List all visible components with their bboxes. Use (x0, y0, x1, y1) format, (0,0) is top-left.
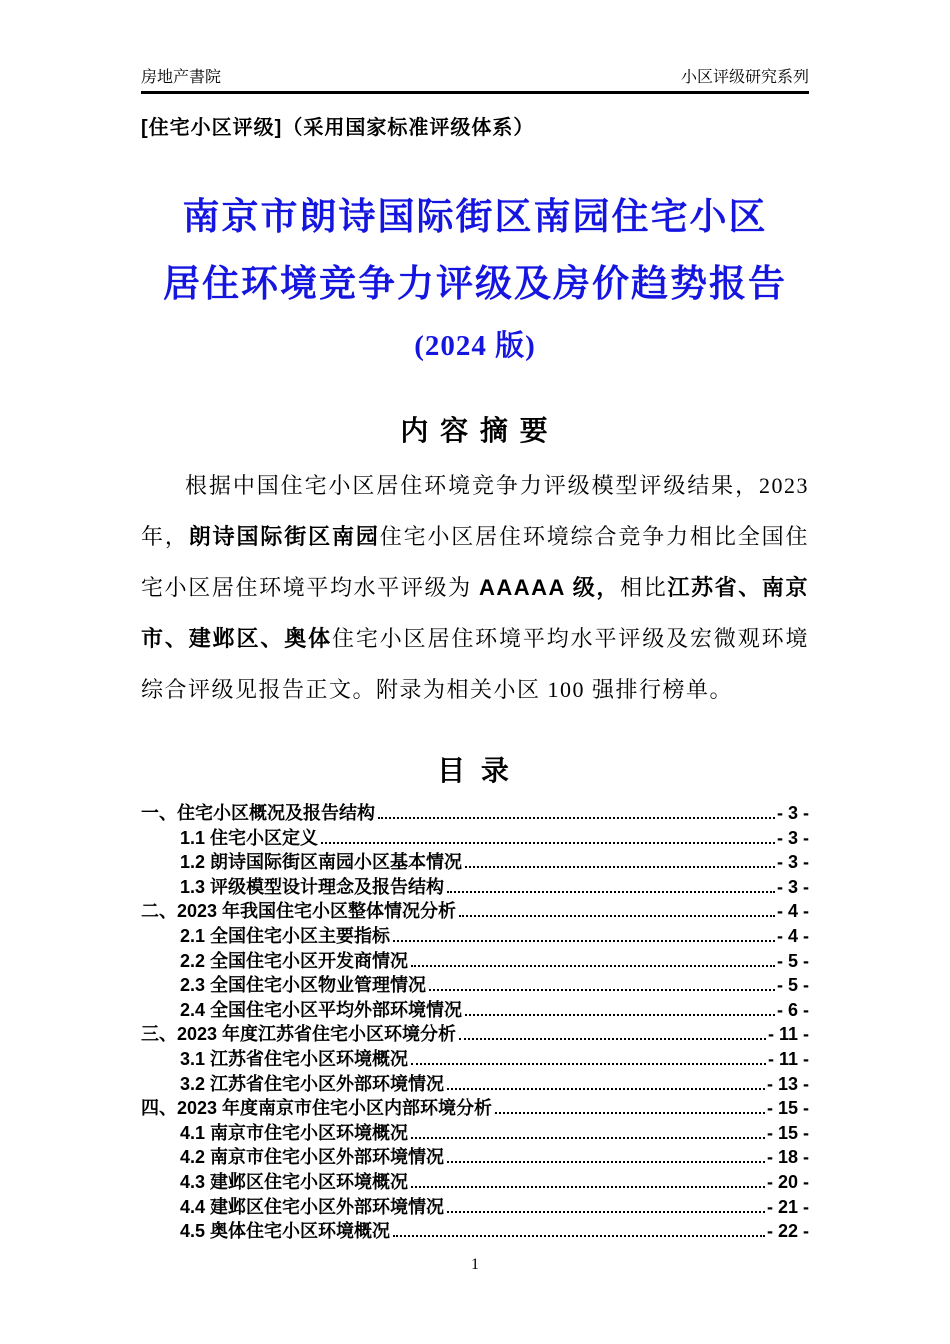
toc-entry[interactable] (141, 801, 809, 826)
toc-entry-page[interactable]: - 3 - (776, 876, 809, 897)
toc-entry-label[interactable]: 四、2023 年度南京市住宅小区内部环境分析 (141, 1098, 493, 1119)
report-title-line2: 居住环境竞争力评级及房价趋势报告 (163, 264, 787, 305)
toc-entry[interactable] (141, 949, 809, 974)
toc-entry-page[interactable]: - 22 - (766, 1221, 809, 1242)
toc-leader-dots (393, 1235, 765, 1237)
toc-leader-dots (378, 817, 775, 819)
page-header (141, 64, 809, 94)
toc-entry[interactable] (141, 924, 809, 949)
toc-entry-label[interactable]: 2.3 全国住宅小区物业管理情况 (180, 975, 427, 996)
toc-entry[interactable] (141, 899, 809, 924)
toc-entry[interactable] (141, 1072, 809, 1097)
toc-entry[interactable] (141, 1096, 809, 1121)
toc-leader-dots (411, 1186, 765, 1188)
toc-entry[interactable] (141, 1121, 809, 1146)
toc-entry-page[interactable]: - 11 - (767, 1048, 809, 1069)
toc-entry-page[interactable]: - 3 - (776, 852, 809, 873)
toc-entry-page[interactable]: - 13 - (766, 1073, 809, 1094)
toc-entry-label[interactable]: 3.1 江苏省住宅小区环境概况 (180, 1048, 409, 1069)
toc-entry-page[interactable]: - 20 - (766, 1171, 809, 1192)
summary-text: 相比 (620, 575, 668, 600)
summary-paragraph (141, 460, 809, 715)
toc-leader-dots (447, 891, 775, 893)
toc-entry-label[interactable]: 1.1 住宅小区定义 (180, 827, 319, 848)
toc-entry[interactable] (141, 1022, 809, 1047)
toc-entry-page[interactable]: - 15 - (766, 1122, 809, 1143)
toc-leader-dots (465, 1014, 775, 1016)
toc-leader-dots (411, 1063, 766, 1065)
toc-entry-label[interactable]: 一、住宅小区概况及报告结构 (141, 803, 375, 823)
toc-entry[interactable] (141, 1195, 809, 1220)
toc-leader-dots (321, 842, 775, 844)
toc-entry-label[interactable]: 4.3 建邺区住宅小区环境概况 (180, 1171, 409, 1192)
toc-entry[interactable] (141, 850, 809, 875)
toc-entry[interactable] (141, 1047, 809, 1072)
toc-entry[interactable] (141, 875, 809, 900)
toc-leader-dots (459, 1038, 766, 1040)
toc-entry-page[interactable]: - 21 - (766, 1196, 809, 1217)
toc-entry-page[interactable]: - 18 - (766, 1147, 809, 1168)
toc-entry-page[interactable]: - 5 - (776, 975, 809, 996)
toc-entry-label[interactable]: 3.2 江苏省住宅小区外部环境情况 (180, 1073, 445, 1094)
summary-text: 住宅小区居住环境平均水平评级及宏微观环境综合评级见报告正文。附录为相关小区 100 强排行榜单。 (141, 626, 809, 702)
toc-entry-page[interactable]: - 15 - (766, 1098, 809, 1119)
toc-entry[interactable] (141, 826, 809, 851)
report-edition: (2024 版) (414, 330, 536, 362)
toc-entry-page[interactable]: - 3 - (776, 803, 809, 823)
toc-entry-page[interactable]: - 3 - (776, 827, 809, 848)
toc-entry-label[interactable]: 2.4 全国住宅小区平均外部环境情况 (180, 999, 463, 1020)
toc-entry-page[interactable]: - 6 - (776, 999, 809, 1020)
toc-leader-dots (495, 1112, 765, 1114)
toc-entry-label[interactable]: 1.3 评级模型设计理念及报告结构 (180, 876, 445, 897)
report-title-block (141, 184, 809, 369)
footer-page-number: 1 (471, 1256, 479, 1273)
summary-emphasis: 朗诗国际街区南园 (188, 524, 380, 549)
toc-leader-dots (447, 1161, 765, 1163)
summary-emphasis: AAAAA 级， (478, 575, 621, 600)
toc-entry-page[interactable]: - 11 - (767, 1024, 809, 1045)
toc-list (141, 801, 809, 1244)
toc-entry[interactable] (141, 1170, 809, 1195)
toc-heading: 目 录 (437, 755, 513, 786)
summary-text: 住宅小区居住环境综合竞争力相比全国住宅小区居住环境平均水平评级为 (141, 524, 809, 600)
toc-leader-dots (459, 915, 775, 917)
toc-entry-label[interactable]: 2.2 全国住宅小区开发商情况 (180, 950, 409, 971)
toc-entry[interactable] (141, 973, 809, 998)
toc-leader-dots (411, 965, 775, 967)
toc-entry[interactable] (141, 998, 809, 1023)
header-series: 小区评级研究系列 (680, 69, 809, 86)
toc-leader-dots (447, 1088, 765, 1090)
toc-entry-label[interactable]: 4.4 建邺区住宅小区外部环境情况 (180, 1196, 445, 1217)
toc-leader-dots (465, 866, 775, 868)
toc-entry-label[interactable]: 4.5 奥体住宅小区环境概况 (180, 1221, 391, 1242)
toc-entry-page[interactable]: - 5 - (776, 950, 809, 971)
page-content (141, 0, 809, 1244)
summary-text: 根据中国住宅小区居住环境竞争力评级模型评级结果，2023 年， (141, 473, 809, 549)
toc-entry-label[interactable]: 三、2023 年度江苏省住宅小区环境分析 (141, 1024, 457, 1045)
rating-system-label: [住宅小区评级]（采用国家标准评级体系） (141, 117, 535, 139)
toc-entry-label[interactable]: 4.1 南京市住宅小区环境概况 (180, 1122, 409, 1143)
summary-heading: 内 容 摘 要 (400, 415, 550, 446)
toc-entry[interactable] (141, 1145, 809, 1170)
toc-leader-dots (429, 989, 775, 991)
report-title-line1: 南京市朗诗国际街区南园住宅小区 (182, 197, 768, 238)
summary-emphasis: 江苏省、南京市、建邺区、奥体 (141, 575, 809, 651)
toc-entry-label[interactable]: 1.2 朗诗国际街区南园小区基本情况 (180, 852, 463, 873)
toc-entry-page[interactable]: - 4 - (776, 925, 809, 946)
header-brand: 房地产書院 (141, 69, 222, 86)
toc-leader-dots (393, 940, 775, 942)
toc-entry-page[interactable]: - 4 - (776, 901, 809, 922)
toc-entry-label[interactable]: 二、2023 年我国住宅小区整体情况分析 (141, 901, 457, 922)
toc-leader-dots (447, 1211, 765, 1213)
toc-entry-label[interactable]: 2.1 全国住宅小区主要指标 (180, 925, 391, 946)
toc-leader-dots (411, 1137, 765, 1139)
toc-entry-label[interactable]: 4.2 南京市住宅小区外部环境情况 (180, 1147, 445, 1168)
toc-entry[interactable] (141, 1219, 809, 1244)
